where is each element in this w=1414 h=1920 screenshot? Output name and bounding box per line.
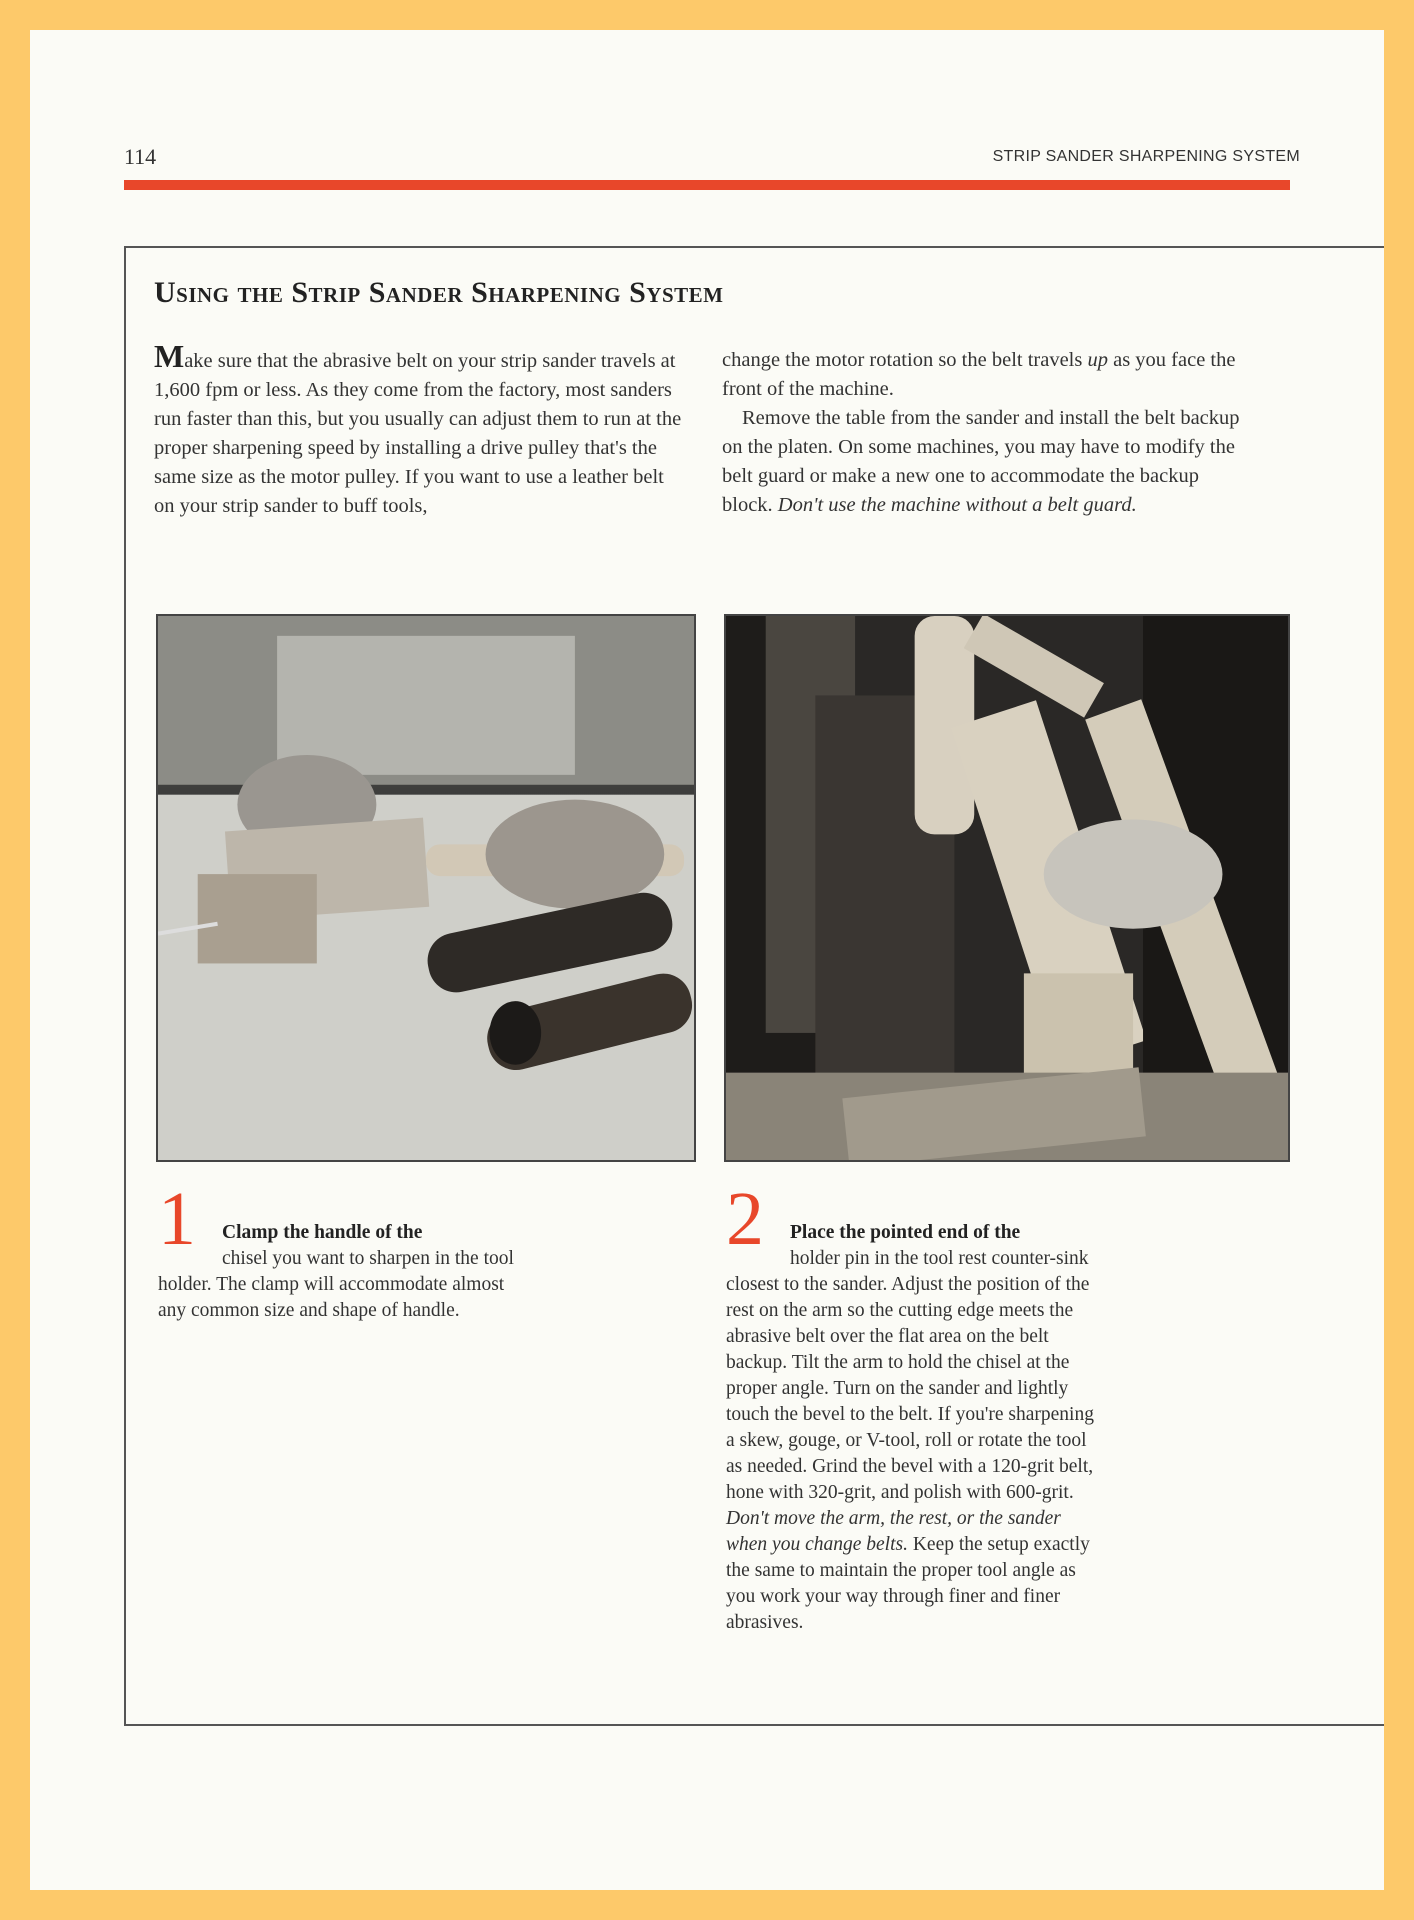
section-title: Using the Strip Sander Sharpening System	[154, 276, 724, 309]
step-1-lead: Clamp the handle of the	[222, 1222, 423, 1243]
step-2-after: Keep the setup exactly the same to maintain the proper tool angle as you work your way through finer and finer abrasives.	[726, 1534, 1090, 1633]
sidebar-box	[124, 246, 1384, 1726]
step-2-text: holder pin in the tool rest counter-sink closest to the sander. Adjust the position of the rest on the arm so the cutting edge meets the abrasive belt over the flat area on the belt backup. Tilt the arm to hold the chisel at the proper angle. Turn on the sander and lightly touch the bevel to the belt. If you're sharpening a skew, gouge, or V-tool, roll or rotate the tool as needed. Grind the bevel with a 120-grit belt, hone with 320-grit, and polish with 600-grit.	[726, 1248, 1094, 1503]
running-head: STRIP SANDER SHARPENING SYSTEM	[992, 148, 1300, 165]
intro-right-p1-after: as you face the front of the machine.	[722, 349, 1236, 400]
intro-left-text: ake sure that the abrasive belt on your strip sander travels at 1,600 fpm or less. As they come from the factory, most sanders run faster than this, but you usually can adjust them to run at the proper sharpening speed by installing a drive pulley that's the same size as the motor pulley. If you want to use a leather belt on your strip sander to buff tools,	[154, 350, 682, 517]
intro-right-p1-em: up	[1087, 349, 1108, 371]
intro-column-left	[154, 338, 684, 521]
photo-2-illustration	[726, 616, 1288, 1160]
step-2-lead: Place the pointed end of the	[790, 1222, 1021, 1243]
step-1-text: chisel you want to sharpen in the tool holder. The clamp will accommodate almost any common size and shape of handle.	[158, 1248, 514, 1321]
step-2-number: 2	[726, 1177, 764, 1261]
photo-clamp-chisel-handle	[156, 614, 696, 1162]
step-1-caption	[158, 1177, 534, 1324]
intro-right-p2-em: Don't use the machine without a belt guard.	[777, 494, 1137, 516]
header-rule	[124, 180, 1290, 190]
drop-cap: M	[154, 338, 185, 374]
page-number: 114	[124, 144, 157, 169]
step-2-emphasis: Don't move the arm, the rest, or the sander when you change belts.	[726, 1508, 1061, 1555]
intro-column-right	[722, 346, 1252, 520]
book-page	[30, 30, 1384, 1890]
intro-right-p1-before: change the motor rotation so the belt travels	[722, 349, 1088, 371]
step-1-number: 1	[158, 1177, 196, 1261]
intro-right-p2-text: Remove the table from the sander and install the belt backup on the platen. On some machines, you may have to modify the belt guard or make a new one to accommodate the backup block.	[722, 407, 1240, 516]
photo-1-illustration	[158, 616, 694, 1160]
step-2-caption	[726, 1177, 1102, 1636]
photo-sander-tool-rest	[724, 614, 1290, 1162]
